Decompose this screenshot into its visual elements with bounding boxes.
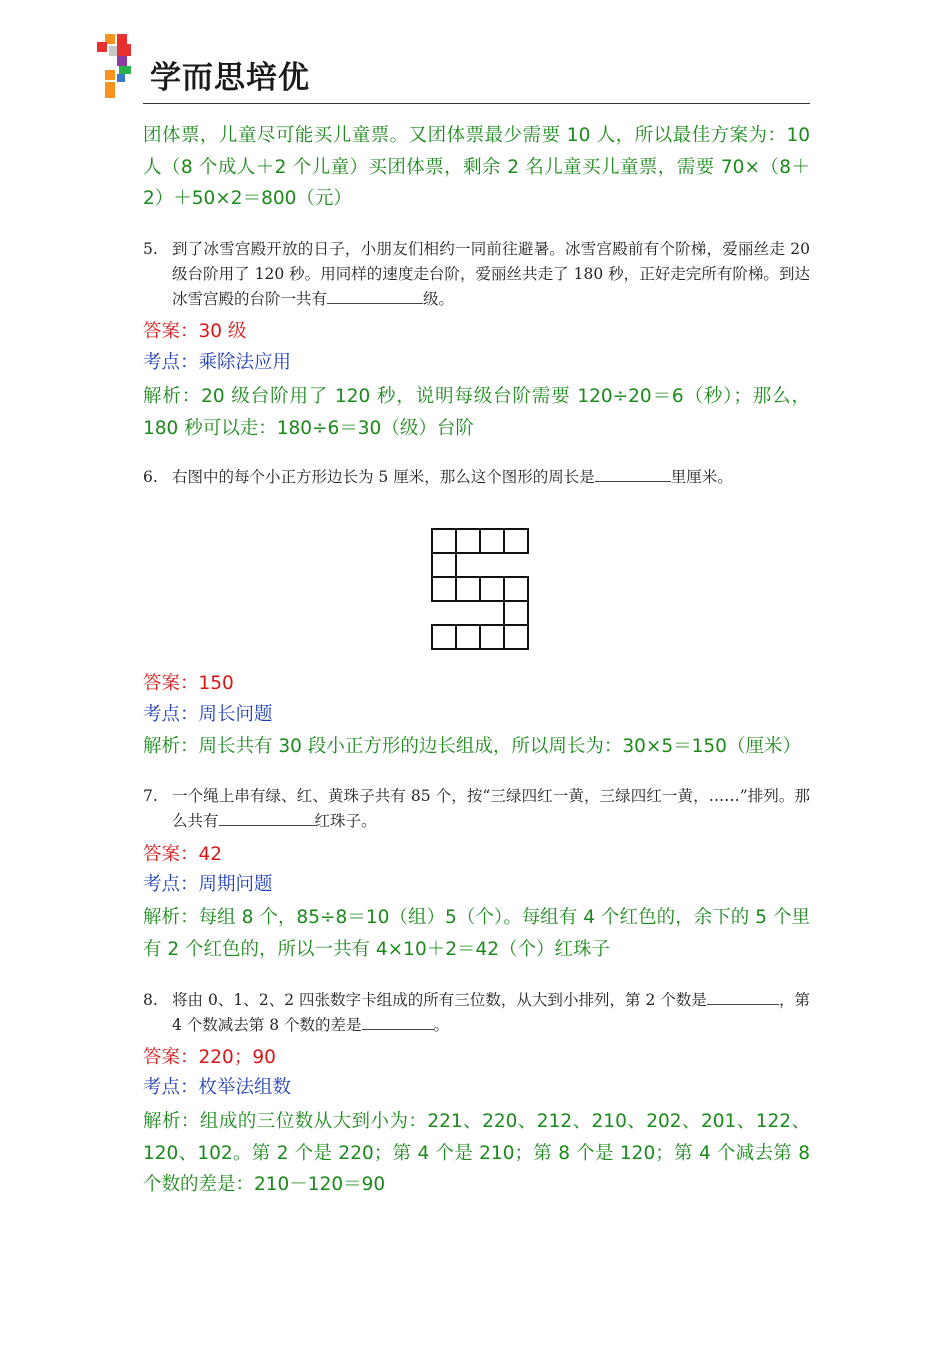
analysis-label: 解析： [143,907,199,928]
answer-blank [595,465,671,482]
analysis-line [143,733,810,761]
analysis-value: 组成的三位数从大到小为：221、220、212、210、202、201、122、120、102。第 2 个是 220；第 4 个是 210；第 8 个是 120；第 4 个减去第 8 个数的差是：210－120＝90 [143,1111,810,1195]
answer-line [143,1044,810,1072]
answer-value: 42 [198,844,223,865]
analysis-value: 20 级台阶用了 120 秒，说明每级台阶需要 120÷20＝6（秒）；那么，180 秒可以走：180÷6＝30（级）台阶 [143,386,810,439]
brand-name: 学而思培优 [150,60,310,96]
analysis-label: 解析： [143,736,199,757]
point-label: 考点： [143,874,199,895]
point-label: 考点： [143,352,199,373]
question-number: 7. [143,787,158,805]
answer-value: 220；90 [198,1047,276,1068]
square-grid-figure [430,527,534,655]
point-value: 乘除法应用 [198,352,292,373]
question-6 [143,465,810,490]
analysis-value: 周长共有 30 段小正方形的边长组成，所以周长为：30×5＝150（厘米） [198,736,801,757]
answer-value: 30 级 [198,321,247,342]
question-text: 将由 0、1、2、2 四张数字卡组成的所有三位数，从大到小排列，第 2 个数是 ，第 4 个数减去第 8 个数的差是 。 [172,988,810,1038]
analysis-line [143,1106,810,1201]
analysis-line [143,902,810,965]
answer-label: 答案： [143,1047,199,1068]
point-label: 考点： [143,704,199,725]
answer-line [143,318,810,346]
point-label: 考点： [143,1077,199,1098]
continuation-text: 团体票，儿童尽可能买儿童票。又团体票最少需要 10 人，所以最佳方案为：10 人（8 个成人＋2 个儿童）买团体票，剩余 2 名儿童买儿童票，需要 70×（8＋2）＋50×2＝800（元） [143,125,810,209]
question-number: 6. [143,468,158,486]
question-number: 5. [143,240,158,258]
answer-line [143,670,810,698]
question-text: 到了冰雪宫殿开放的日子，小朋友们相约一同前往避暑。冰雪宫殿前有个阶梯，爱丽丝走 20 级台阶用了 120 秒。用同样的速度走台阶，爱丽丝共走了 180 秒，正好走完所有阶梯。到达冰雪宫殿的台阶一共有 级。 [172,240,810,308]
point-line [143,701,810,729]
analysis-line [143,381,810,444]
question-text: 右图中的每个小正方形边长为 5 厘米，那么这个图形的周长是 里厘米。 [172,465,810,490]
answer-blank [707,988,779,1005]
question-text: 一个绳上串有绿、红、黄珠子共有 85 个，按“三绿四红一黄，三绿四红一黄，……”排列。那么共有 红珠子。 [172,787,810,830]
answer-label: 答案： [143,321,199,342]
question-8 [143,988,810,1038]
point-line [143,871,810,899]
answer-value: 150 [198,673,234,694]
answer-blank [219,809,315,826]
brand-logo-icon [97,34,137,98]
answer-blank [327,287,423,304]
answer-label: 答案： [143,844,199,865]
point-value: 周期问题 [198,874,273,895]
point-value: 周长问题 [198,704,273,725]
analysis-label: 解析： [143,386,202,407]
question-7 [143,784,810,834]
point-line [143,349,810,377]
point-value: 枚举法组数 [198,1077,292,1098]
point-line [143,1074,810,1102]
analysis-value: 每组 8 个，85÷8＝10（组）5（个）。每组有 4 个红色的，余下的 5 个里有 2 个红色的，所以一共有 4×10＋2＝42（个）红珠子 [143,907,810,960]
question-number: 8. [143,991,158,1009]
question-5 [143,237,810,312]
answer-blank [362,1013,434,1030]
header-divider [143,103,810,104]
answer-label: 答案： [143,673,199,694]
answer-line [143,841,810,869]
analysis-label: 解析： [143,1111,200,1132]
